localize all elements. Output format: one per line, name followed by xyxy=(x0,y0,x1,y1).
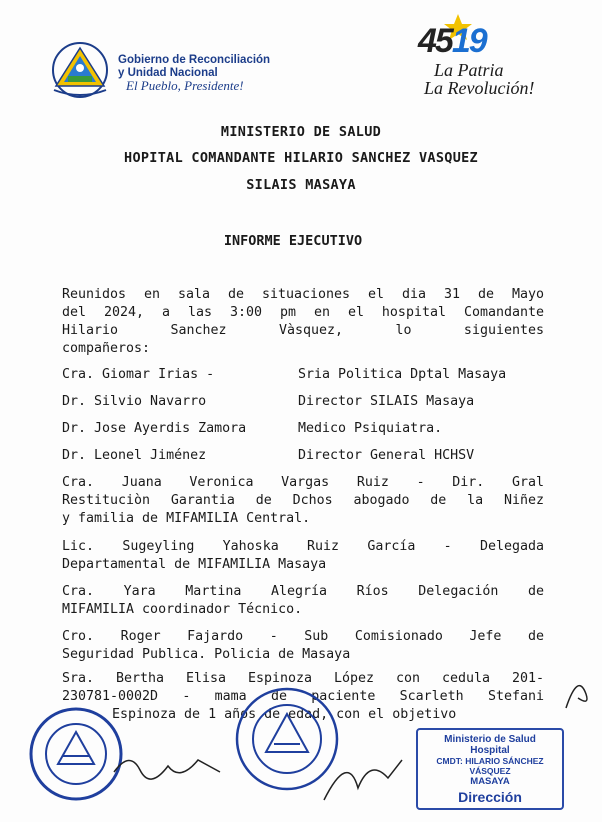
attendee-paragraph xyxy=(62,628,544,664)
signature-icon xyxy=(110,742,230,792)
paragraph-line: Departamental de MIFAMILIA Masaya xyxy=(62,557,327,572)
paragraph-line: 230781-0002D - mama de paciente Scarleth Stefani xyxy=(62,689,544,704)
anniversary-number-45: 45 xyxy=(418,22,452,60)
intro-line: Hilario Sanchez Vàsquez, lo siguientes xyxy=(62,323,544,338)
government-logo-icon xyxy=(48,40,112,100)
attendee-name: Dr. Silvio Navarro xyxy=(62,394,207,409)
fsln-slogan-line1: La Patria xyxy=(434,60,504,80)
government-slogan: El Pueblo, Presidente! xyxy=(126,78,244,93)
paragraph-line: Seguridad Publica. Policia de Masaya xyxy=(62,647,351,662)
attendee-role: Director SILAIS Masaya xyxy=(298,394,475,409)
paragraph-line: MIFAMILIA coordinador Técnico. xyxy=(62,602,303,617)
attendee-paragraph xyxy=(62,474,544,528)
attendee-name: Dr. Leonel Jiménez xyxy=(62,448,207,463)
hospital-direction-stamp xyxy=(416,728,564,810)
attendee-name: Dr. Jose Ayerdis Zamora xyxy=(62,421,247,436)
government-name-line1: Gobierno de Reconciliación xyxy=(118,54,271,66)
attendee-name: Cra. Giomar Irias - xyxy=(62,367,215,382)
government-name xyxy=(118,54,270,80)
attendee-role: Sria Politica Dptal Masaya xyxy=(298,367,507,382)
anniversary-number-19: 19 xyxy=(451,22,486,60)
paragraph-line: y familia de MIFAMILIA Central. xyxy=(62,511,311,526)
fsln-slogan-line2: La Revolución! xyxy=(424,78,535,98)
intro-line: Reunidos en sala de situaciones el dia 31 de Mayo xyxy=(62,287,544,302)
paragraph-line: Cro. Roger Fajardo - Sub Comisionado Jefe de xyxy=(62,629,544,644)
stamp-line2: Hospital xyxy=(470,745,510,756)
attendee-role: Director General HCHSV xyxy=(298,448,475,463)
attendee-role: Medico Psiquiatra. xyxy=(298,421,443,436)
paragraph-line: Cra. Yara Martina Alegría Ríos Delegación de xyxy=(62,584,544,599)
paragraph-line: Lic. Sugeyling Yahoska Ruiz García - Delegada xyxy=(62,539,544,554)
paragraph-line: Restituciòn Garantia de Dchos abogado de la Niñez xyxy=(62,493,544,508)
intro-paragraph xyxy=(62,286,544,358)
anniversary-number xyxy=(418,22,486,61)
stamp-line5: Dirección xyxy=(458,789,522,805)
attendee-paragraph xyxy=(62,538,544,574)
stamp-line4: MASAYA xyxy=(470,776,510,787)
signature-icon xyxy=(318,748,408,808)
initials-icon xyxy=(558,668,598,718)
government-name-line2: y Unidad Nacional xyxy=(118,67,218,79)
stamp-line3: CMDT: HILARIO SÁNCHEZ VÁSQUEZ xyxy=(436,756,544,776)
stamp-line1: Ministerio de Salud xyxy=(444,734,536,745)
attendee-paragraph xyxy=(62,583,544,619)
paragraph-line: Sra. Bertha Elisa Espinoza López con cedula 201- xyxy=(62,671,544,686)
report-title: INFORME EJECUTIVO xyxy=(223,233,363,249)
paragraph-line: Espinoza de 1 años de edad, con el objetivo xyxy=(112,707,457,722)
silais-heading: SILAIS MASAYA xyxy=(246,177,356,193)
intro-line: compañeros: xyxy=(62,341,151,356)
intro-line: del 2024, a las 3:00 pm en el hospital Comandante xyxy=(62,305,544,320)
hospital-heading: HOPITAL COMANDANTE HILARIO SANCHEZ VASQUEZ xyxy=(124,150,478,166)
ministry-heading: MINISTERIO DE SALUD xyxy=(220,124,382,140)
paragraph-line: Cra. Juana Veronica Vargas Ruiz - Dir. Gral xyxy=(62,475,544,490)
